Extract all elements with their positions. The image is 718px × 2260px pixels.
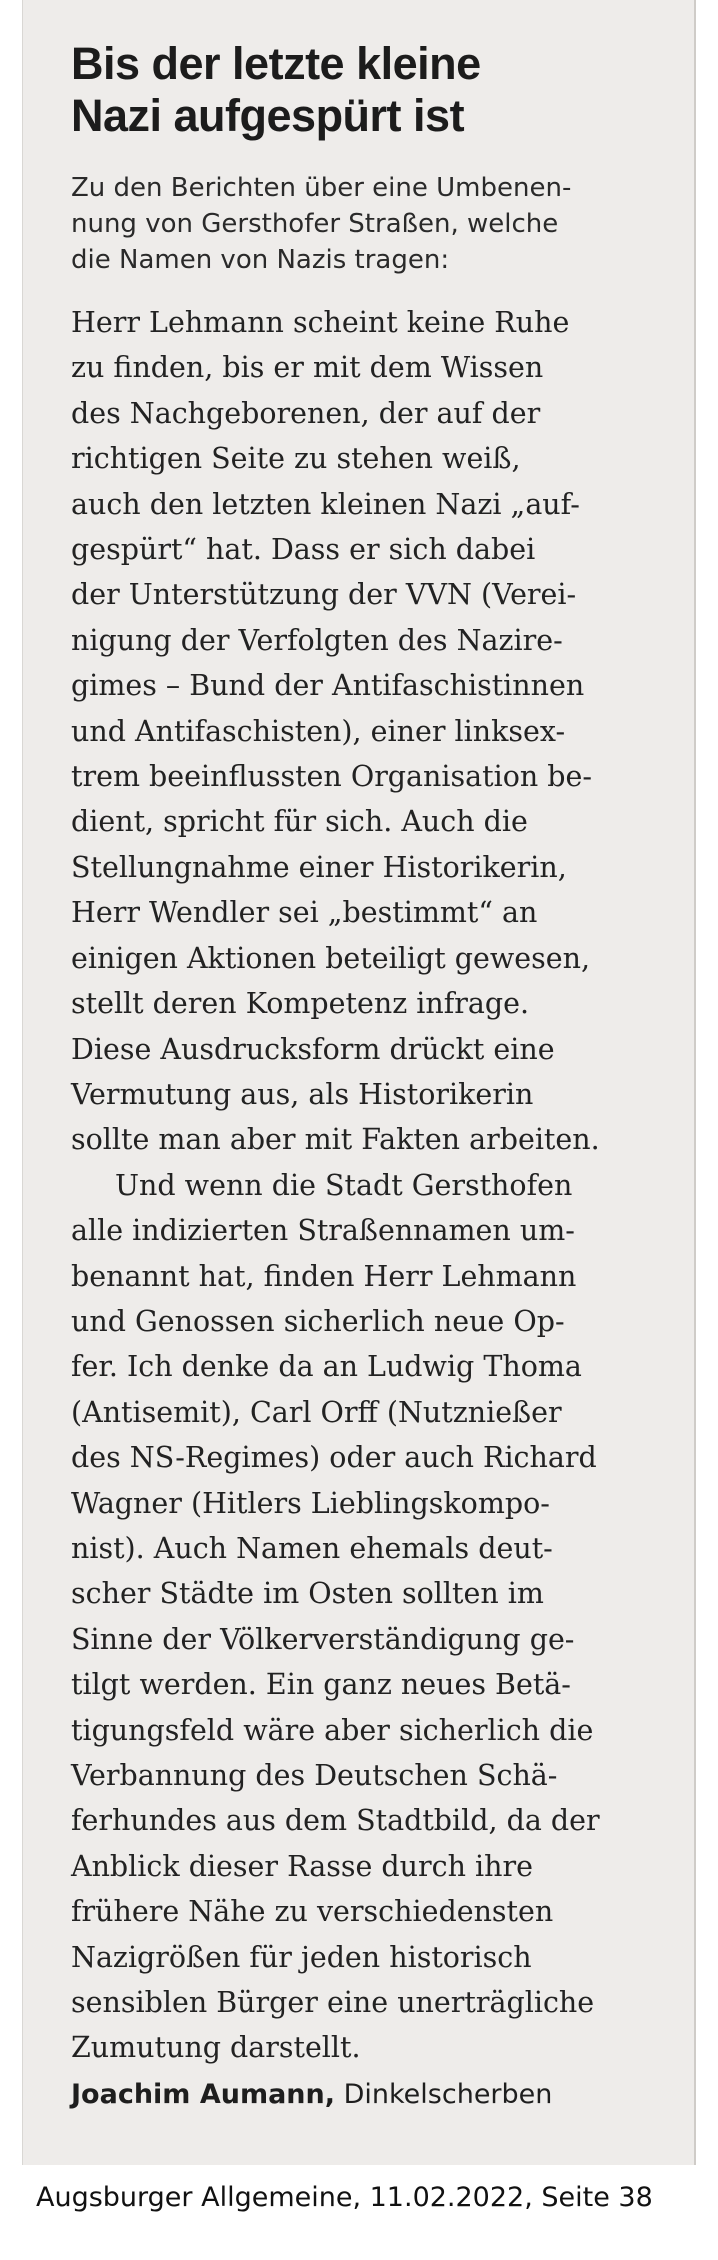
body-line: Nazigrößen für jeden historisch [71,1940,532,1974]
intro-line: Zu den Berichten über eine Umbenen- [71,173,572,203]
author-signature [71,2075,681,2115]
body-line: fer. Ich denke da an Ludwig Thoma [71,1350,582,1384]
body-line: Stellungnahme einer Historikerin, [71,850,567,884]
body-line: nigung der Verfolgten des Nazire- [71,623,563,657]
body-line: Herr Lehmann scheint keine Ruhe [71,306,570,339]
body-line: Diese Ausdrucksform drückt eine [71,1032,555,1066]
body-line: der Unterstützung der VVN (Verei- [71,578,577,612]
headline [71,38,681,142]
body-line: frühere Nähe zu verschiedensten [71,1895,554,1929]
author-place: Dinkelscherben [343,2078,553,2110]
body-line: benannt hat, finden Herr Lehmann [71,1259,577,1293]
headline-line: Nazi aufgespürt ist [71,90,465,141]
body-line: nist). Auch Namen ehemals deut- [71,1531,553,1565]
body-line: sensiblen Bürger eine unerträgliche [71,1986,595,2020]
intro-line: die Namen von Nazis tragen: [71,245,450,275]
body-line: (Antisemit), Carl Orff (Nutznießer [71,1395,562,1429]
body-line: Anblick dieser Rasse durch ihre [71,1849,533,1883]
body-line: einigen Aktionen beteiligt gewesen, [71,941,590,975]
body-line: des NS-Regimes) oder auch Richard [71,1441,597,1475]
body-line: alle indizierten Straßennamen um- [71,1214,575,1248]
body-line: Vermutung aus, als Historikerin [71,1077,534,1111]
author-name: Joachim Aumann, [71,2078,336,2110]
body-line: scher Städte im Osten sollten im [71,1577,544,1611]
body-line: stellt deren Kompetenz infrage. [71,987,530,1021]
body-line: tilgt werden. Ein ganz neues Betä- [71,1668,571,1702]
body-line: sollte man aber mit Fakten arbeiten. [71,1123,600,1157]
body-line: Verbannung des Deutschen Schä- [71,1759,558,1792]
paragraph-2 [71,1163,681,2071]
body-line: richtigen Seite zu stehen weiß, [71,442,521,476]
body-line: des Nachgeborenen, der auf der [71,396,541,430]
intro-text [71,170,681,278]
body-line: Wagner (Hitlers Lieblingskompo- [71,1486,550,1520]
body-line: und Antifaschisten), einer linksex- [71,714,566,748]
paragraph-1 [71,300,681,1163]
body-line: und Genossen sicherlich neue Op- [71,1304,565,1338]
body-line: Und wenn die Stadt Gersthofen [115,1168,573,1202]
body-line: Herr Wendler sei „bestimmt“ an [71,896,538,930]
body-line: Zumutung darstellt. [71,2031,361,2065]
intro-line: nung von Gersthofer Straßen, welche [71,209,559,239]
headline-line: Bis der letzte kleine [71,38,481,89]
letter-body [71,300,681,2071]
body-line: gimes – Bund der Antifaschistinnen [71,669,585,703]
body-line: auch den letzten kleinen Nazi „auf- [71,487,580,521]
body-line: tigungsfeld wäre aber sicherlich die [71,1713,594,1747]
letter-to-editor [71,38,681,2115]
body-line: trem beeinflussten Organisation be- [71,760,593,794]
newspaper-clipping [22,0,696,2165]
body-line: ferhundes aus dem Stadtbild, da der [71,1804,600,1838]
body-line: Sinne der Völkerverständigung ge- [71,1622,575,1656]
body-line: zu finden, bis er mit dem Wissen [71,351,544,385]
source-caption: Augsburger Allgemeine, 11.02.2022, Seite 38 [36,2182,653,2213]
body-line: dient, spricht für sich. Auch die [71,805,528,839]
body-line: gespürt“ hat. Dass er sich dabei [71,533,536,567]
